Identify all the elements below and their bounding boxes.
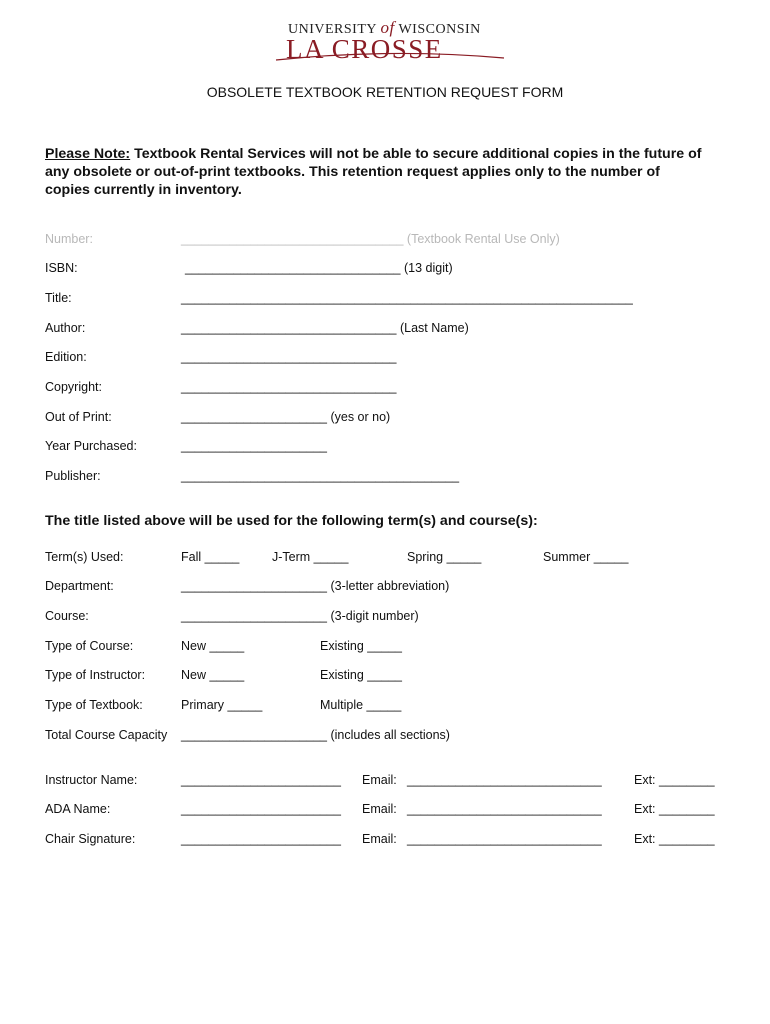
chair-ext-field[interactable]: ________	[659, 832, 715, 846]
instructor-existing-field[interactable]: Existing _____	[320, 668, 403, 682]
author-label: Author:	[45, 321, 86, 335]
out-of-print-field[interactable]: _____________________ (yes or no)	[181, 410, 391, 424]
ada-email-label: Email:	[362, 802, 397, 816]
note-text: Textbook Rental Services will not be able to secure additional copies in the future of any obsolete or out-of-print textbooks. This retention request applies only to the number of copies currently in inventory.	[45, 146, 702, 198]
term-spring-field[interactable]: Spring _____	[407, 550, 482, 564]
number-label: Number:	[45, 232, 93, 246]
edition-label: Edition:	[45, 350, 87, 364]
please-note	[45, 145, 705, 199]
chair-email-field[interactable]: ____________________________	[407, 832, 602, 846]
textbook-multiple-field[interactable]: Multiple _____	[320, 698, 402, 712]
chair-email-label: Email:	[362, 832, 397, 846]
title-label: Title:	[45, 291, 72, 305]
instructor-name-field[interactable]: _______________________	[181, 773, 341, 787]
university-logo	[270, 14, 510, 66]
form-title: OBSOLETE TEXTBOOK RETENTION REQUEST FORM	[206, 84, 564, 100]
isbn-field[interactable]: _______________________________ (13 digit)	[185, 261, 453, 275]
ada-ext-label: Ext:	[634, 802, 656, 816]
number-field[interactable]: ________________________________ (Textbook Rental Use Only)	[181, 232, 560, 246]
note-label: Please Note:	[45, 146, 131, 162]
isbn-label: ISBN:	[45, 261, 78, 275]
year-purchased-field[interactable]: _____________________	[181, 439, 327, 453]
author-field[interactable]: _______________________________ (Last Name)	[181, 321, 469, 335]
instructor-new-field[interactable]: New _____	[181, 668, 245, 682]
logo-of: of	[380, 18, 395, 37]
publisher-label: Publisher:	[45, 469, 101, 483]
instructor-ext-field[interactable]: ________	[659, 773, 715, 787]
chair-signature-label: Chair Signature:	[45, 832, 136, 846]
type-of-textbook-label: Type of Textbook:	[45, 698, 143, 712]
instructor-ext-label: Ext:	[634, 773, 656, 787]
department-field[interactable]: _____________________ (3-letter abbreviation)	[181, 579, 450, 593]
logo-wisconsin: WISCONSIN	[398, 22, 481, 37]
instructor-name-label: Instructor Name:	[45, 773, 138, 787]
type-of-course-label: Type of Course:	[45, 639, 134, 653]
department-label: Department:	[45, 579, 114, 593]
terms-label: Term(s) Used:	[45, 550, 124, 564]
instructor-email-label: Email:	[362, 773, 397, 787]
logo-swoosh-icon	[274, 50, 506, 64]
ada-name-field[interactable]: _______________________	[181, 802, 341, 816]
logo-la-crosse: LA CROSSE	[286, 34, 443, 64]
capacity-label: Total Course Capacity	[45, 728, 168, 742]
term-summer-field[interactable]: Summer _____	[543, 550, 629, 564]
logo-university: UNIVERSITY	[288, 22, 377, 37]
publisher-field[interactable]: ________________________________________	[181, 469, 460, 483]
course-field[interactable]: _____________________ (3-digit number)	[181, 609, 419, 623]
ada-name-label: ADA Name:	[45, 802, 111, 816]
chair-ext-label: Ext:	[634, 832, 656, 846]
ada-email-field[interactable]: ____________________________	[407, 802, 602, 816]
course-label: Course:	[45, 609, 89, 623]
instructor-email-field[interactable]: ____________________________	[407, 773, 602, 787]
course-existing-field[interactable]: Existing _____	[320, 639, 403, 653]
copyright-field[interactable]: _______________________________	[181, 380, 397, 394]
term-jterm-field[interactable]: J-Term _____	[272, 550, 349, 564]
term-fall-field[interactable]: Fall _____	[181, 550, 240, 564]
chair-signature-field[interactable]: _______________________	[181, 832, 341, 846]
type-of-instructor-label: Type of Instructor:	[45, 668, 146, 682]
course-new-field[interactable]: New _____	[181, 639, 245, 653]
copyright-label: Copyright:	[45, 380, 102, 394]
ada-ext-field[interactable]: ________	[659, 802, 715, 816]
edition-field[interactable]: _______________________________	[181, 350, 397, 364]
section-heading: The title listed above will be used for the following term(s) and course(s):	[45, 513, 538, 529]
year-purchased-label: Year Purchased:	[45, 439, 137, 453]
capacity-field[interactable]: _____________________ (includes all sections)	[181, 728, 450, 742]
title-field[interactable]: _________________________________________________________________	[181, 291, 633, 305]
out-of-print-label: Out of Print:	[45, 410, 112, 424]
textbook-primary-field[interactable]: Primary _____	[181, 698, 263, 712]
